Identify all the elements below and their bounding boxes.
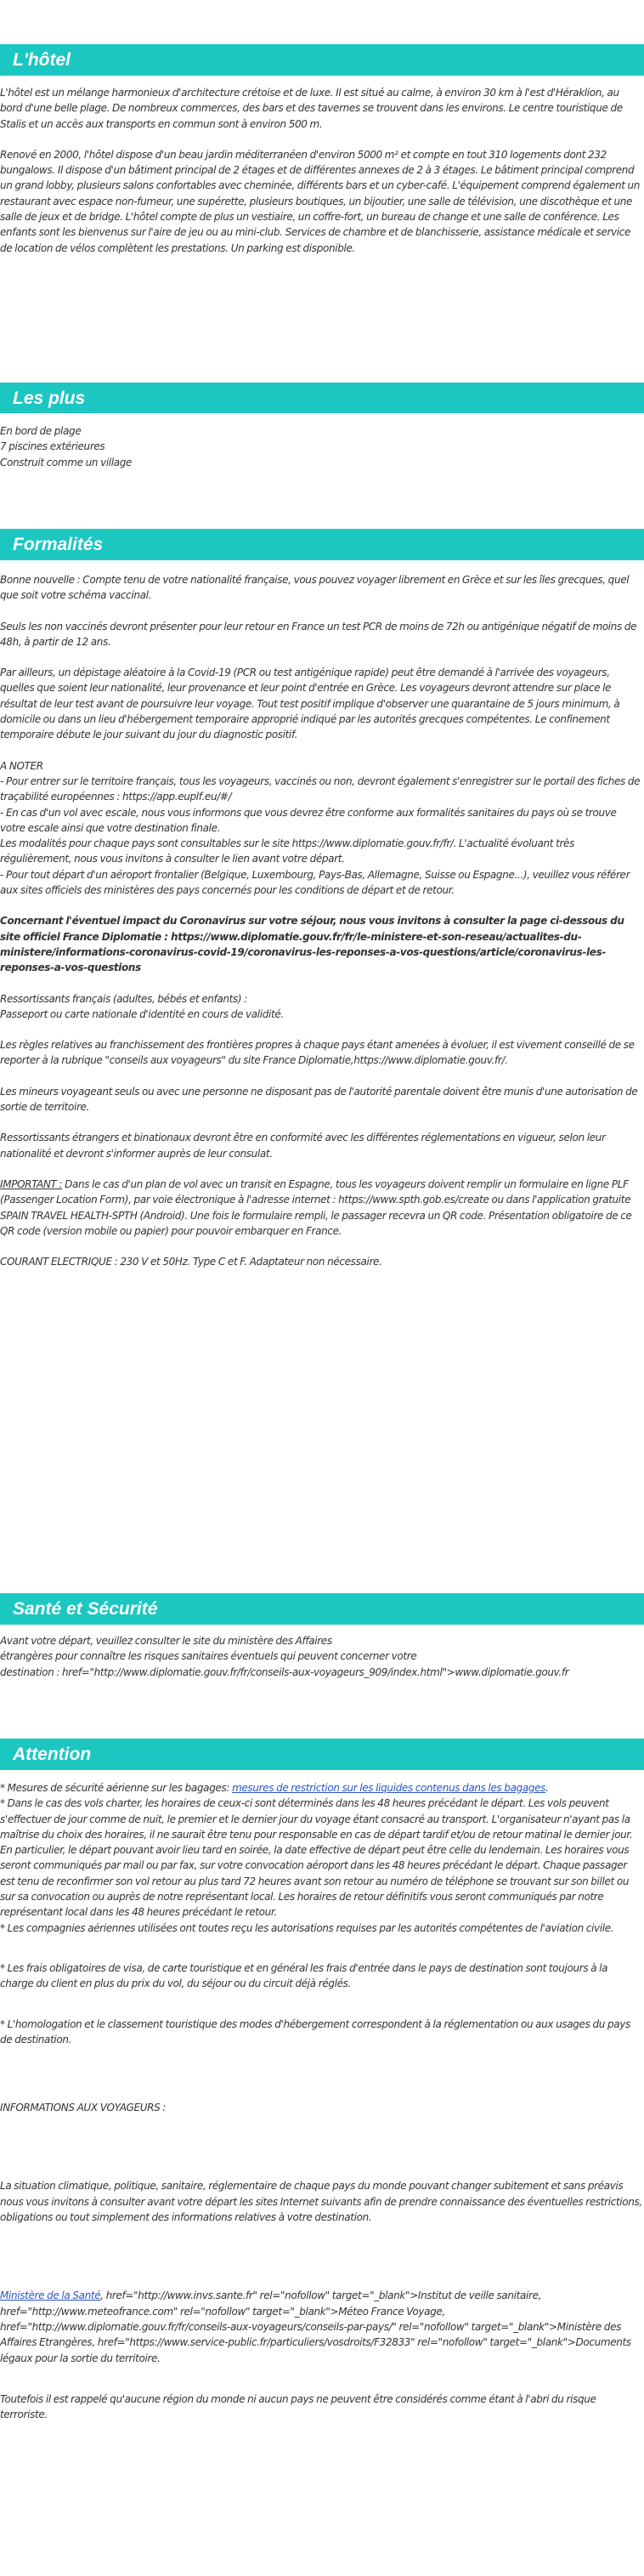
bagages-note xyxy=(0,1780,642,1796)
plus-item: Construit comme un village xyxy=(0,456,133,468)
sites-utiles xyxy=(0,2288,642,2365)
coronavirus-notice: Concernant l'éventuel impact du Coronavirus sur votre séjour, nous vous invitons à consulter la page ci-dessous du site officiel France Diplomatie : https://www.diplomatie.gouv.fr/fr/le-ministere-et-son-reseau/actualites-du-ministere/informations-coronavirus-covid-19/coronavirus-les-reponses-a-vos-questions/article/coronavirus-les-reponses-a-vos-questions xyxy=(0,915,624,974)
noter-item-frontalier: - Pour tout départ d'un aéroport frontalier (Belgique, Luxembourg, Pays-Bas, Allemagne, Suisse ou Espagne...), veuillez vous référer aux sites officiels des ministères des pays concernés pour les conditions de départ et de retour. xyxy=(0,868,630,897)
attention-section-header xyxy=(0,1739,644,1770)
formalites-section-header xyxy=(0,529,644,560)
important-label: IMPORTANT : xyxy=(0,1177,63,1190)
sante-line-1: Avant votre départ, veuillez consulter le site du ministère des Affaires xyxy=(0,1635,332,1647)
hotel-paragraph-2: Renové en 2000, l'hôtel dispose d'un beau jardin méditerranéen d'environ 5000 m² et compte en tout 310 logements dont 232 bungalows. Il dispose d'un bâtiment principal de 2 étages et de différentes annexes de 2 à 3 étages. Le bâtiment principal comprend un grand lobby, plusieurs salons confortables avec cheminée, différents bars et un cyber-café. L'équipement comprend également un restaurant avec espace non-fumeur, une supérette, plusieurs boutiques, un bijoutier, une salle de télévision, une discothèque et une salle de jeux et de bridge. L'hôtel compte de plus un vestiaire, un coffre-fort, un bureau de change et une salle de conférence. Les enfants sont les bienvenus sur l'aire de jeu ou au mini-club. Services de chambre et de blanchisserie, assistance médicale et service de location de vélos complètent les prestations. Un parking est disponible. xyxy=(0,148,641,254)
situation-note: La situation climatique, politique, sanitaire, réglementaire de chaque pays du monde pouvant changer subitement et sans préavis xyxy=(0,2180,624,2193)
noter-item-modalites: Les modalités pour chaque pays sont consultables sur le site https://www.diplomatie.gouv.fr/fr/. L'actualité évoluant très régulièrement, nous vous invitons à consulter le lien avant votre départ. xyxy=(0,837,574,865)
formalites-return-test: Seuls les non vaccinés devront présenter pour leur retour en France un test PCR de moins de 72h ou antigénique négatif de moins de 48h, à partir de 12 ans. xyxy=(0,620,637,648)
compagnies-note: * Les compagnies aériennes utilisées ont toutes reçu les autorisations requises par les autorités compétentes de l'aviation civile. xyxy=(0,1921,614,1934)
formalites-screening: Par ailleurs, un dépistage aléatoire à la Covid-19 (PCR ou test antigénique rapide) peut être demandé à l'arrivée des voyageurs, quelles que soient leur nationalité, leur provenance et leur point d'entrée en Grèce. Les voyageurs devront attendre sur place le résultat de leur test avant de poursuivre leur voyage. Tout test positif implique d'observer une quarantaine de 5 jours minimum, à domicile ou dans un lieu d'hébergement temporaire approprié indiqué par les autorités grecques compétentes. Le confinement temporaire débute le jour suivant du jour du diagnostic positif. xyxy=(0,667,620,741)
noter-title: A NOTER xyxy=(0,759,43,772)
sante-section-header xyxy=(0,1593,644,1625)
noter-item-plf: - Pour entrer sur le territoire français, tous les voyageurs, vaccinés ou non, devront également s'enregistrer sur le portail des fiches de traçabilité européennes : https://app.euplf.eu/#/ xyxy=(0,775,641,803)
plus-list xyxy=(0,423,644,470)
ressortissants-francais-title: Ressortissants français (adultes, bébés et enfants) : xyxy=(0,992,247,1005)
mineurs-note: Les mineurs voyageant seuls ou avec une personne ne disposant pas de l'autorité parentale doivent être munis d'une autorisation de sortie de territoire. xyxy=(0,1085,638,1114)
plus-item: 7 piscines extérieures xyxy=(0,440,105,453)
attention-content xyxy=(0,1780,644,2422)
situation-sites-note: nous vous invitons à consulter avant votre départ les sites Internet suivants afin de prendre connaissance des éventuelles restrictions, obligations ou tout simplement des informations relatives à votre destination. xyxy=(0,2195,642,2224)
important-note xyxy=(0,1177,642,1239)
hotel-section-header xyxy=(0,44,644,76)
noter-item-escale: - En cas d'un vol avec escale, nous vous informons que vous devrez être conforme aux formalités sanitaires du pays où se trouve votre escale ainsi que votre destination finale. xyxy=(0,806,617,834)
infos-voyageurs-title: INFORMATIONS AUX VOYAGEURS : xyxy=(0,2102,167,2114)
plus-item: En bord de plage xyxy=(0,425,82,437)
plus-title: Les plus xyxy=(13,389,86,408)
plus-section-header xyxy=(0,383,644,413)
bagages-prefix: * Mesures de sécurité aérienne sur les bagages: xyxy=(0,1782,233,1794)
homologation-note: * L'homologation et le classement touristique des modes d'hébergement correspondent à la réglementation ou aux usages du pays de destination. xyxy=(0,2017,630,2045)
ressortissants-francais-text: Passeport ou carte nationale d'identité en cours de validité. xyxy=(0,1007,284,1020)
hotel-title: L'hôtel xyxy=(13,50,71,70)
hotel-description xyxy=(0,85,644,256)
etrangers-note: Ressortissants étrangers et binationaux devront être en conformité avec les différentes réglementations en vigueur, selon leur nationalité et devront s'informer auprès de leur consulat. xyxy=(0,1132,606,1160)
vols-charter-note: * Dans le cas des vols charter, les horaires de ceux-ci sont déterminés dans les 48 heures précédant le départ. Les vols peuvent s'effectuer de jour comme de nuit, le premier et le dernier jour du voyage étant consacré au transport. L'organisateur n'ayant pas la maîtrise du choix des horaires, il ne saurait être tenu pour responsable en cas de départ tardif et/ou de retour matinal le dernier jour. En particulier, le départ pouvant avoir lieu tard en soirée, la date effective de départ peut être celle du lendemain. Les horaires vous seront communiqués par mail ou par fax, sur votre convocation aéroport dans les 48 heures précédant le départ. Chaque passager est tenu de reconfirmer son vol retour au plus tard 72 heures avant son retour au numéro de téléphone se trouvant sur son billet ou sur sa convocation ou auprès de notre représentant local. Les horaires de retour définitifs vous seront communiqués par notre représentant local dans les 48 heures précédant le retour. xyxy=(0,1797,633,1919)
frais-note: * Les frais obligatoires de visa, de carte touristique et en général les frais d'entrée dans le pays de destination sont toujours à la charge du client en plus du prix du vol, du séjour ou du circuit déjà réglés. xyxy=(0,1961,608,1990)
sites-utiles-text: , href="http://www.invs.sante.fr" rel="nofollow" target="_blank">Institut de veille sanitaire, href="http://www.meteofrance.com" rel="nofollow" target="_blank">Méteo France Voyage, href="http://www.diplomatie.gouv.fr/fr/conseils-aux-voyageurs/conseils-par-pays/" rel="nofollow" target="_blank">Ministère des Affaires Etrangères, href="https://www.service-public.fr/particuliers/vosdroits/F32833" rel="nofollow" target="_blank">Documents légaux pour la sortie du territoire. xyxy=(0,2289,631,2364)
formalites-title: Formalités xyxy=(13,535,104,554)
sante-title: Santé et Sécurité xyxy=(13,1599,158,1619)
ministere-sante-link[interactable]: Ministère de la Santé xyxy=(0,2289,101,2302)
attention-title: Attention xyxy=(13,1745,92,1764)
formalites-content xyxy=(0,572,644,1269)
bagages-suffix: . xyxy=(545,1782,549,1794)
frontieres-rules: Les règles relatives au franchissement des frontières propres à chaque pays étant amenées à évoluer, il est vivement conseillé de se reporter à la rubrique "conseils aux voyageurs" du site France Diplomatie,https://www.diplomatie.gouv.fr/. xyxy=(0,1039,635,1067)
terrorisme-note: Toutefois il est rappelé qu'aucune région du monde ni aucun pays ne peuvent être considérés comme étant à l'abri du risque terroriste. xyxy=(0,2392,596,2421)
sante-line-3: destination : href="http://www.diplomatie.gouv.fr/fr/conseils-aux-voyageurs_909/index.html">www.diplomatie.gouv.fr xyxy=(0,1665,569,1678)
important-text: Dans le cas d'un plan de vol avec un transit en Espagne, tous les voyageurs doivent remplir un formulaire en ligne PLF (Passenger Location Form), par voie électronique à l'adresse internet : https://www.spth.gob.es/create ou dans l'application gratuite SPAIN TRAVEL HEALTH-SPTH (Android). Une fois le formulaire rempli, le passager recevra un QR code. Présentation obligatoire de ce QR code (version mobile ou papier) pour pouvoir embarquer en France. xyxy=(0,1177,632,1237)
liquides-restriction-link[interactable]: mesures de restriction sur les liquides contenus dans les bagages xyxy=(232,1782,546,1794)
formalites-vaccination-note: Bonne nouvelle : Compte tenu de votre nationalité française, vous pouvez voyager librement en Grèce et sur les îles grecques, quel que soit votre schéma vaccinal. xyxy=(0,574,630,602)
sante-content xyxy=(0,1633,644,1680)
courant-electrique: COURANT ELECTRIQUE : 230 V et 50Hz. Type C et F. Adaptateur non nécessaire. xyxy=(0,1256,382,1268)
hotel-paragraph-1: L'hôtel est un mélange harmonieux d'architecture crétoise et de luxe. Il est situé au calme, à environ 30 km à l'est d'Héraklion, au bord d'une belle plage. De nombreux commerces, des bars et des tavernes se trouvent dans les environs. Le centre touristique de Stalis et un accès aux transports en commun sont à environ 500 m. xyxy=(0,87,623,130)
sante-line-2: étrangères pour connaître les risques sanitaires éventuels qui peuvent concerner votre xyxy=(0,1650,417,1663)
